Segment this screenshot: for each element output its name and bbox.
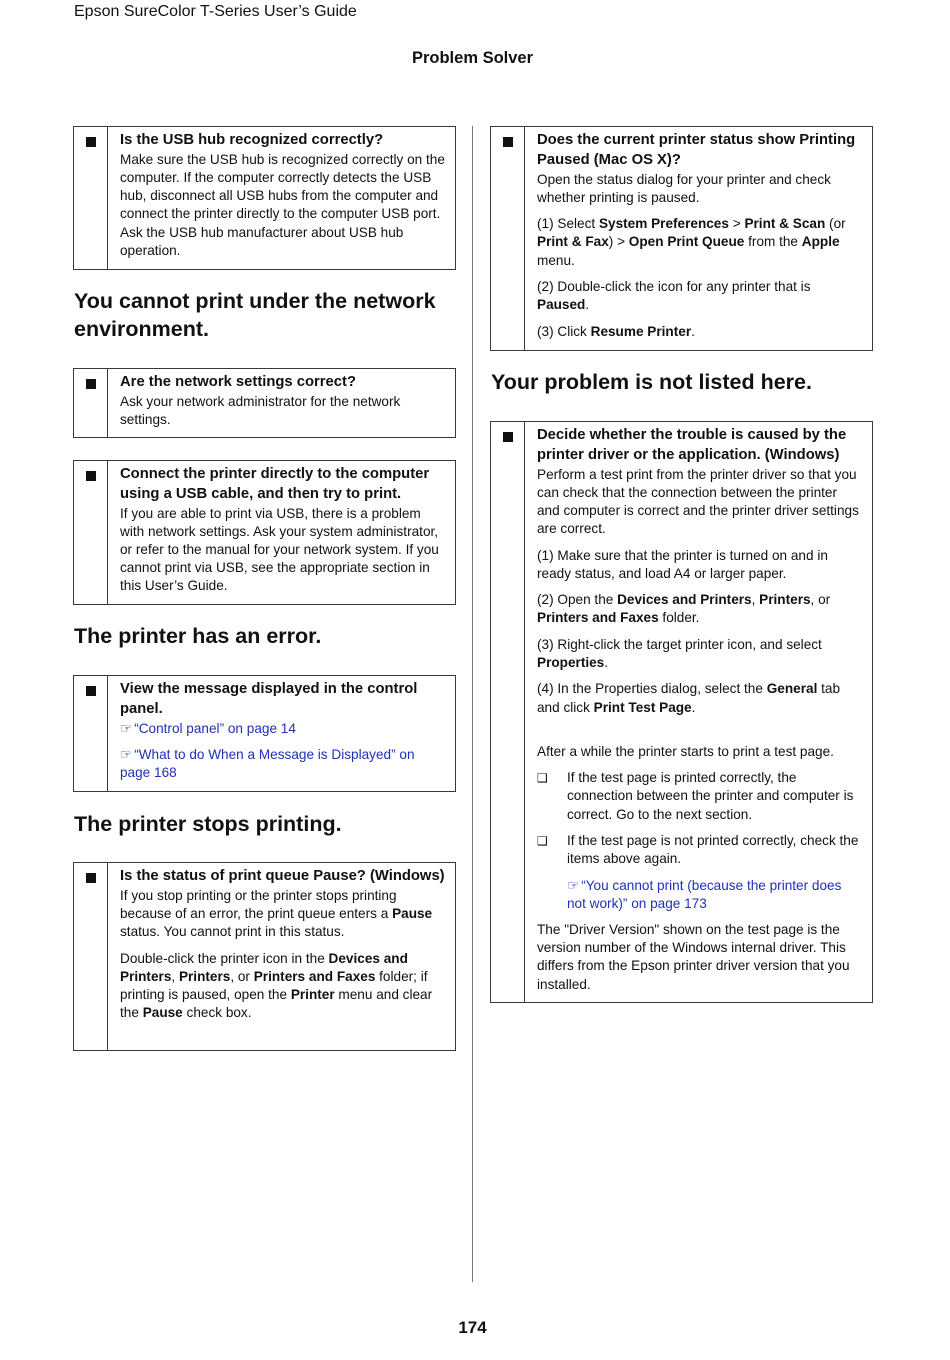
heading-stops: The printer stops printing. bbox=[74, 812, 342, 836]
driver-version-note: The "Driver Version" shown on the test page is the version number of the Windows internal driver. This differs from the Epson printer driver version that you installed. bbox=[537, 921, 850, 992]
connect-usb-question: Connect the printer directly to the computer using a USB cable, and then try to print. bbox=[120, 466, 430, 502]
black-square-icon bbox=[86, 379, 96, 389]
result-list bbox=[537, 769, 862, 868]
checkbox-icon: ❑ bbox=[537, 771, 548, 786]
list-item: ❑ If the test page is printed correctly, the connection between the printer and computer is correct. Go to the next section. bbox=[537, 770, 854, 822]
usb-hub-body: Make sure the USB hub is recognized correctly on the computer. If the computer correctly detects the USB hub, disconnect all USB hubs from the computer and connect the printer directly to the computer USB port. Ask the USB hub manufacturer about USB hub operation. bbox=[120, 151, 445, 258]
mac-paused-question: Does the current printer status show Printing Paused (Mac OS X)? bbox=[537, 132, 856, 168]
reference-hand-icon: ☞ bbox=[120, 720, 133, 736]
running-title: Epson SureColor T-Series User’s Guide bbox=[74, 3, 357, 20]
reference-hand-icon: ☞ bbox=[567, 877, 580, 893]
control-panel-link-text: “Control panel” on page 14 bbox=[134, 720, 296, 736]
checkbox-icon: ❑ bbox=[537, 833, 548, 848]
network-settings-question: Are the network settings correct? bbox=[120, 374, 356, 390]
decide-question: Decide whether the trouble is caused by the printer driver or the application. (Windows) bbox=[537, 427, 847, 463]
mac-paused-box bbox=[490, 126, 873, 351]
mac-step-2: (2) Double-click the icon for any printer that is Paused. bbox=[537, 278, 811, 313]
decide-body: Perform a test print from the printer driver so that you can check that the connection between the printer and computer is correct and the printer driver settings are correct. bbox=[537, 466, 859, 537]
mark-cell bbox=[74, 369, 108, 437]
black-square-icon bbox=[86, 471, 96, 481]
connect-usb-box bbox=[73, 460, 456, 605]
mac-step-1: (1) Select System Preferences > Print & Scan (or Print & Fax) > Open Print Queue from the Apple menu. bbox=[537, 216, 846, 268]
heading-not-listed: Your problem is not listed here. bbox=[491, 370, 812, 394]
pause-question: Is the status of print queue Pause? (Windows) bbox=[120, 868, 445, 884]
heading-network: You cannot print under the network environment. bbox=[74, 289, 436, 341]
control-panel-box bbox=[73, 675, 456, 792]
black-square-icon bbox=[503, 432, 513, 442]
message-displayed-link-text: “What to do When a Message is Displayed” on page 168 bbox=[120, 746, 415, 781]
black-square-icon bbox=[86, 686, 96, 696]
network-settings-box bbox=[73, 368, 456, 438]
control-panel-link[interactable] bbox=[120, 720, 445, 738]
mark-cell bbox=[74, 461, 108, 604]
mac-paused-body: Open the status dialog for your printer and check whether printing is paused. bbox=[537, 171, 831, 205]
mark-cell bbox=[74, 127, 108, 269]
reference-hand-icon: ☞ bbox=[120, 746, 133, 762]
mac-step-3: (3) Click Resume Printer. bbox=[537, 323, 695, 339]
mark-cell bbox=[491, 422, 525, 1002]
pause-box bbox=[73, 862, 456, 1051]
list-item: ❑ If the test page is not printed correctly, check the items above again. bbox=[537, 832, 859, 867]
black-square-icon bbox=[86, 137, 96, 147]
pause-body-1: If you stop printing or the printer stops printing because of an error, the print queue enters a Pause status. You cannot print in this status. bbox=[120, 887, 433, 940]
usb-hub-question: Is the USB hub recognized correctly? bbox=[120, 132, 384, 148]
decide-step-2: (2) Open the Devices and Printers, Printers, or Printers and Faxes folder. bbox=[537, 592, 831, 626]
column-divider bbox=[472, 126, 473, 1282]
decide-step-1: (1) Make sure that the printer is turned on and in ready status, and load A4 or larger paper. bbox=[537, 547, 828, 581]
cannot-print-link-text: “You cannot print (because the printer does not work)” on page 173 bbox=[567, 877, 842, 911]
usb-hub-box bbox=[73, 126, 456, 270]
section-title: Problem Solver bbox=[411, 49, 534, 67]
mark-cell bbox=[491, 127, 525, 350]
message-displayed-link[interactable] bbox=[120, 746, 445, 782]
page-number: 174 bbox=[458, 1318, 487, 1337]
mark-cell bbox=[74, 863, 108, 1050]
heading-error: The printer has an error. bbox=[74, 624, 322, 648]
pause-body-2: Double-click the printer icon in the Devices and Printers, Printers, or Printers and Faxes folder; if printing is paused, open the Printer menu and clear the Pause check box. bbox=[120, 950, 433, 1021]
black-square-icon bbox=[86, 873, 96, 883]
control-panel-question: View the message displayed in the control panel. bbox=[120, 681, 418, 717]
cannot-print-link[interactable] bbox=[567, 877, 862, 913]
mark-cell bbox=[74, 676, 108, 791]
black-square-icon bbox=[503, 137, 513, 147]
decide-after: After a while the printer starts to print a test page. bbox=[537, 743, 834, 759]
decide-box bbox=[490, 421, 873, 1003]
network-settings-body: Ask your network administrator for the network settings. bbox=[120, 393, 401, 427]
decide-step-4: (4) In the Properties dialog, select the General tab and click Print Test Page. bbox=[537, 681, 841, 715]
connect-usb-body: If you are able to print via USB, there is a problem with network settings. Ask your system administrator, or refer to the manual for your network system. If you cannot print via USB, see the appropriate section in this User’s Guide. bbox=[120, 505, 439, 594]
decide-step-3: (3) Right-click the target printer icon, and select Properties. bbox=[537, 636, 822, 670]
